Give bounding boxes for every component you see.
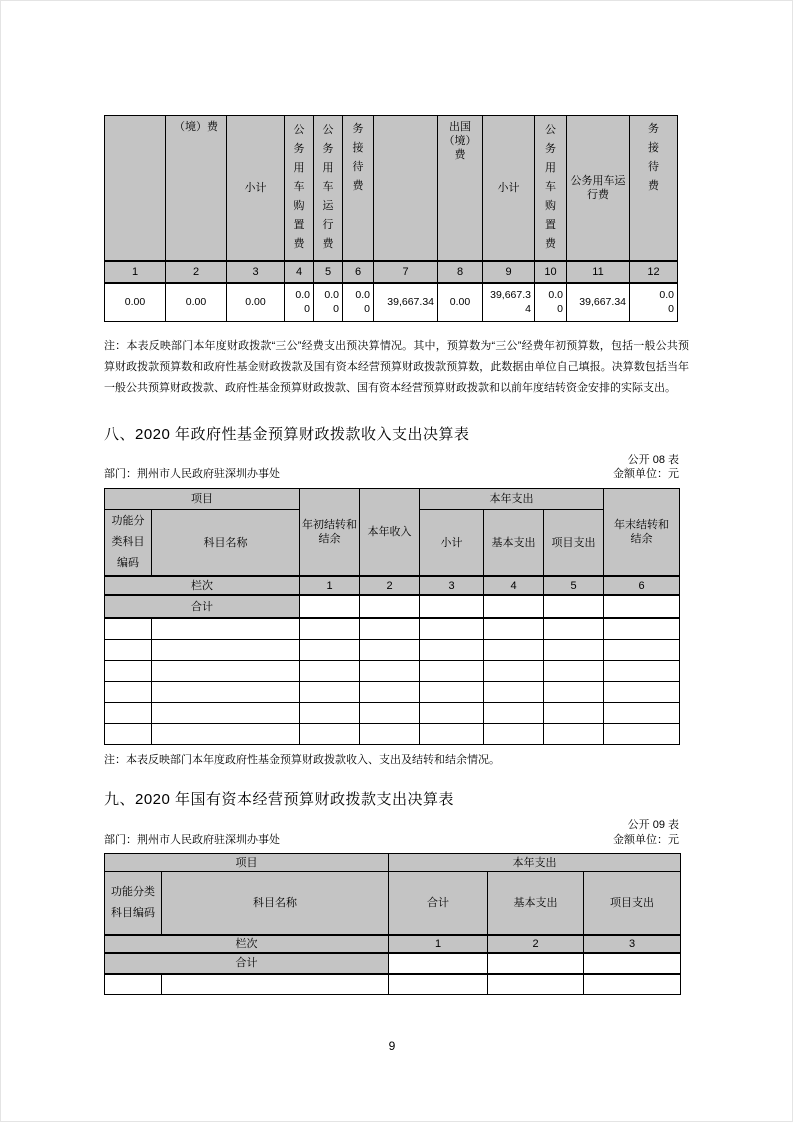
value-cell: 0.00 bbox=[535, 283, 567, 322]
header-begin-balance: 年初结转和结余 bbox=[300, 489, 360, 577]
column-index: 4 bbox=[484, 576, 544, 595]
section9-department: 部门：荆州市人民政府驻深圳办事处 bbox=[104, 834, 280, 846]
column-index-row bbox=[105, 935, 681, 953]
value-cell: 39,667.34 bbox=[483, 283, 535, 322]
column-index: 6 bbox=[604, 576, 680, 595]
empty-data-row bbox=[105, 639, 680, 660]
header-cell-reception-budget: 务接待费 bbox=[343, 116, 374, 261]
table-row bbox=[105, 854, 681, 872]
section8-unit-label: 金额单位：元 bbox=[613, 468, 679, 480]
empty-data-row bbox=[105, 681, 680, 702]
column-index: 1 bbox=[105, 261, 166, 283]
column-index: 3 bbox=[227, 261, 285, 283]
header-cell-vehicle-operation-budget: 公务用车运行费 bbox=[314, 116, 343, 261]
column-index: 4 bbox=[285, 261, 314, 283]
header-total: 合计 bbox=[389, 872, 488, 935]
header-cell-vehicle-purchase-final: 公务用车购置费 bbox=[535, 116, 567, 261]
column-index-row bbox=[105, 261, 678, 283]
header-basic-expense: 基本支出 bbox=[484, 510, 544, 577]
header-project-expense: 项目支出 bbox=[544, 510, 604, 577]
header-cell-abroad-fee-tail: （境）费 bbox=[166, 116, 227, 261]
header-cell-vehicle-purchase-budget: 公务用车购置费 bbox=[285, 116, 314, 261]
header-year-income: 本年收入 bbox=[360, 489, 420, 577]
section9-title: 九、2020 年国有资本经营预算财政拨款支出决算表 bbox=[104, 791, 455, 808]
empty-cell bbox=[420, 595, 484, 618]
empty-data-row bbox=[105, 974, 681, 995]
header-subject-name: 科目名称 bbox=[162, 872, 389, 935]
column-index: 3 bbox=[420, 576, 484, 595]
column-index-row bbox=[105, 576, 680, 595]
header-project: 项目 bbox=[105, 489, 300, 510]
sangong-table-note: 注：本表反映部门本年度财政拨款“三公”经费支出预决算情况。其中，预算数为“三公”经费年初预算数，包括一般公共预算财政拨款预算数和政府性基金财政拨款及国有资本经营预算财政拨款预算数，此数据由单位自己填报。决算数包括当年一般公共预算财政拨款、政府性基金预算财政拨款、国有资本经营预算财政拨款和以前年度结转资金安排的实际支出。 bbox=[104, 340, 689, 394]
header-func-code: 功能分类科目编码 bbox=[105, 872, 162, 935]
page-number: 9 bbox=[388, 1039, 396, 1053]
column-index: 12 bbox=[630, 261, 678, 283]
value-cell: 39,667.34 bbox=[567, 283, 630, 322]
column-index: 8 bbox=[438, 261, 483, 283]
column-index: 2 bbox=[360, 576, 420, 595]
value-cell: 0.00 bbox=[630, 283, 678, 322]
header-year-expense: 本年支出 bbox=[420, 489, 604, 510]
state-capital-budget-table bbox=[104, 853, 681, 995]
header-cell-abroad-fee: 出国（境）费 bbox=[438, 116, 483, 261]
section9-table-code: 公开 09 表 bbox=[627, 819, 679, 831]
value-cell: 0.00 bbox=[285, 283, 314, 322]
section8-meta-line bbox=[104, 465, 679, 481]
empty-cell bbox=[360, 595, 420, 618]
header-project-expense: 项目支出 bbox=[584, 872, 681, 935]
empty-data-row bbox=[105, 618, 680, 639]
section9-meta-line bbox=[104, 831, 679, 847]
column-index: 7 bbox=[374, 261, 438, 283]
header-cell-vehicle-operation-final: 公务用车运行费 bbox=[567, 116, 630, 261]
table-row bbox=[105, 116, 678, 261]
value-cell: 0.00 bbox=[105, 283, 166, 322]
column-index: 10 bbox=[535, 261, 567, 283]
row-index-label: 栏次 bbox=[105, 935, 389, 953]
empty-data-row bbox=[105, 660, 680, 681]
value-row bbox=[105, 283, 678, 322]
empty-cell bbox=[389, 953, 488, 974]
column-index: 5 bbox=[314, 261, 343, 283]
total-row bbox=[105, 595, 680, 618]
empty-cell bbox=[544, 595, 604, 618]
header-project: 项目 bbox=[105, 854, 389, 872]
total-label: 合计 bbox=[105, 953, 389, 974]
header-year-expense: 本年支出 bbox=[389, 854, 681, 872]
gov-fund-table-note: 注：本表反映部门本年度政府性基金预算财政拨款收入、支出及结转和结余情况。 bbox=[104, 754, 500, 766]
empty-cell bbox=[584, 953, 681, 974]
header-subject-name: 科目名称 bbox=[152, 510, 300, 577]
header-cell-subtotal-budget: 小计 bbox=[227, 116, 285, 261]
empty-cell bbox=[604, 595, 680, 618]
value-cell: 0.00 bbox=[166, 283, 227, 322]
table-row bbox=[105, 872, 681, 935]
value-cell: 0.00 bbox=[314, 283, 343, 322]
empty-cell bbox=[488, 953, 584, 974]
table-row bbox=[105, 489, 680, 510]
header-cell-subtotal-final: 小计 bbox=[483, 116, 535, 261]
empty-data-row bbox=[105, 723, 680, 744]
header-cell-empty bbox=[374, 116, 438, 261]
empty-cell bbox=[484, 595, 544, 618]
column-index: 6 bbox=[343, 261, 374, 283]
column-index: 9 bbox=[483, 261, 535, 283]
empty-data-row bbox=[105, 702, 680, 723]
value-cell: 0.00 bbox=[343, 283, 374, 322]
header-cell-empty bbox=[105, 116, 166, 261]
section8-table-code: 公开 08 表 bbox=[627, 454, 679, 466]
column-index: 1 bbox=[389, 935, 488, 953]
value-cell: 0.00 bbox=[227, 283, 285, 322]
column-index: 2 bbox=[488, 935, 584, 953]
total-label: 合计 bbox=[105, 595, 300, 618]
section9-unit-label: 金额单位：元 bbox=[613, 834, 679, 846]
column-index: 3 bbox=[584, 935, 681, 953]
empty-cell bbox=[300, 595, 360, 618]
column-index: 5 bbox=[544, 576, 604, 595]
column-index: 11 bbox=[567, 261, 630, 283]
section8-title: 八、2020 年政府性基金预算财政拨款收入支出决算表 bbox=[104, 426, 470, 443]
column-index: 1 bbox=[300, 576, 360, 595]
header-cell-reception-final: 务接待费 bbox=[630, 116, 678, 261]
row-index-label: 栏次 bbox=[105, 576, 300, 595]
section8-department: 部门：荆州市人民政府驻深圳办事处 bbox=[104, 468, 280, 480]
header-end-balance: 年末结转和结余 bbox=[604, 489, 680, 577]
header-basic-expense: 基本支出 bbox=[488, 872, 584, 935]
value-cell: 0.00 bbox=[438, 283, 483, 322]
value-cell: 39,667.34 bbox=[374, 283, 438, 322]
total-row bbox=[105, 953, 681, 974]
header-func-code: 功能分类科目编码 bbox=[105, 510, 152, 577]
sangong-expense-table bbox=[104, 115, 678, 322]
gov-fund-budget-table bbox=[104, 488, 680, 745]
header-subtotal: 小计 bbox=[420, 510, 484, 577]
column-index: 2 bbox=[166, 261, 227, 283]
